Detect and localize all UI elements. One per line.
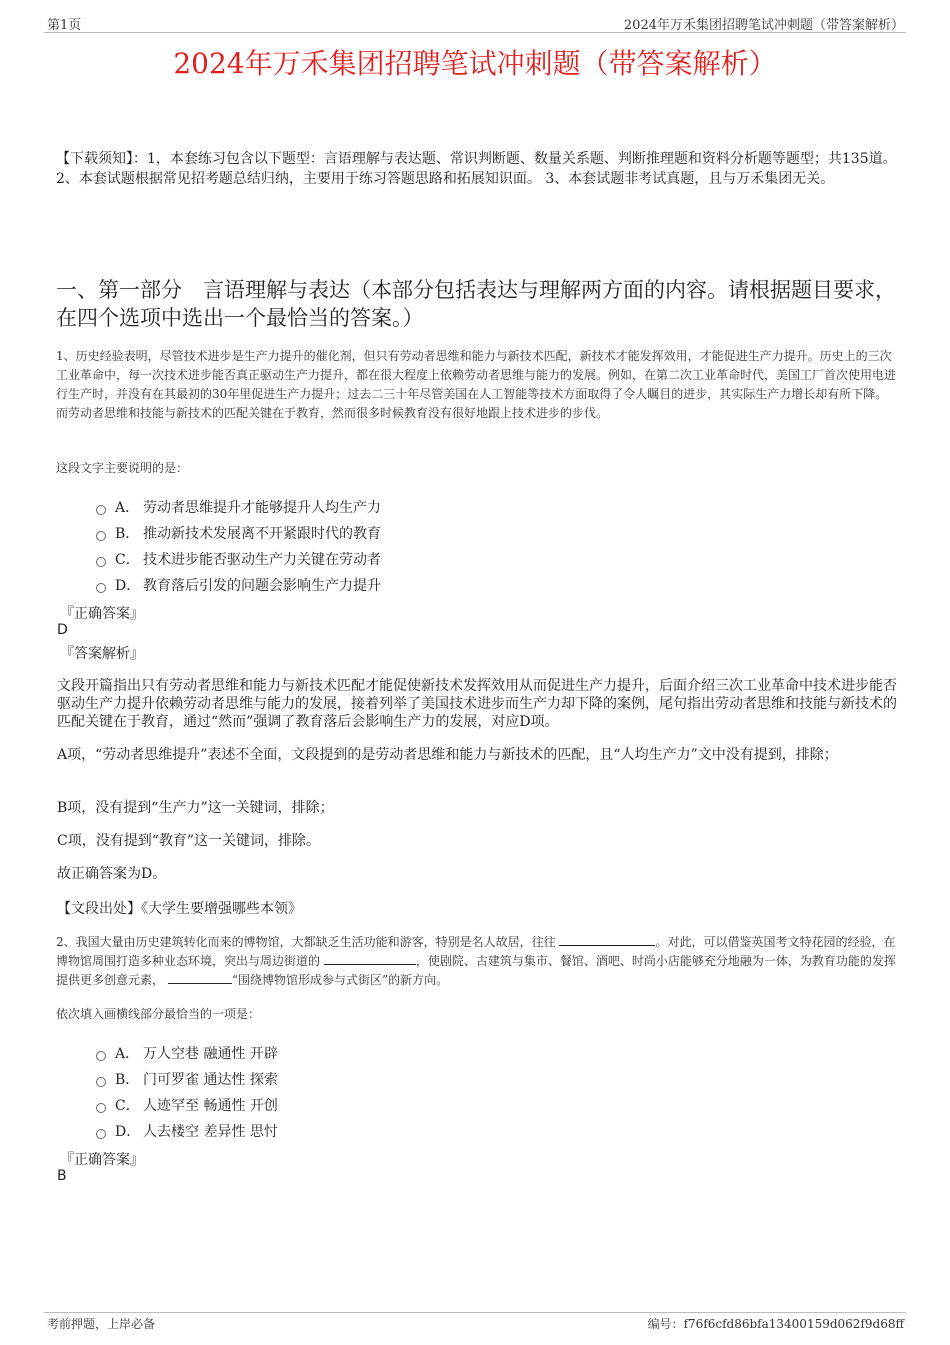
option-b[interactable]: B． 门可罗雀 通达性 探索 <box>96 1066 278 1092</box>
radio-icon[interactable] <box>96 1051 106 1061</box>
section-title: 一、第一部分 言语理解与表达（本部分包括表达与理解两方面的内容。请根据题目要求，在四个选项中选出一个最恰当的答案。） <box>56 278 896 330</box>
fill-blank <box>324 952 416 965</box>
header-doc-title: 2024年万禾集团招聘笔试冲刺题（带答案解析） <box>623 18 904 33</box>
header-divider <box>44 32 906 33</box>
question-2-text: 2、我国大量由历史建筑转化而来的博物馆，大都缺乏生活功能和游客，特别是名人故居，往往 。对此，可以借鉴英国考文特花园的经验，在博物馆周围打造多种业态环境，突出与周边街道的 ，使剧院、古建筑与集市、餐馆、酒吧、时尚小店能够充分地融为一体，为教育功能的发挥提供更多创意元素， “围绕博物馆形成参与式街区”的新方向。 <box>56 935 896 987</box>
page-title: 2024年万禾集团招聘笔试冲刺题（带答案解析） <box>173 47 777 80</box>
option-d[interactable]: D． 人去楼空 差异性 思忖 <box>96 1118 278 1144</box>
source-citation: 【文段出处】《大学生要增强哪些本领》 <box>57 901 302 917</box>
question-2-prompt: 依次填入画横线部分最恰当的一项是： <box>56 1007 261 1021</box>
radio-icon[interactable] <box>96 583 106 593</box>
analysis-paragraph: C项，没有提到“教育”这一关键词，排除。 <box>57 833 321 849</box>
analysis-paragraph: 故正确答案为D。 <box>57 866 167 882</box>
analysis-paragraph: A项，“劳动者思维提升”表述不全面，文段提到的是劳动者思维和能力与新技术的匹配，且“人均生产力”文中没有提到，排除； <box>57 747 838 763</box>
radio-icon[interactable] <box>96 1103 106 1113</box>
option-a[interactable]: A． 劳动者思维提升才能够提升人均生产力 <box>96 494 381 520</box>
footer-divider <box>44 1312 906 1313</box>
question-1-analysis-label: 『答案解析』 <box>60 646 144 662</box>
question-1-answer-label: 『正确答案』 <box>60 606 144 622</box>
option-b[interactable]: B． 推动新技术发展离不开紧跟时代的教育 <box>96 520 381 546</box>
option-c[interactable]: C． 人迹罕至 畅通性 开创 <box>96 1092 278 1118</box>
footer-slogan: 考前押题，上岸必备 <box>47 1317 156 1331</box>
question-1-text: 1、历史经验表明，尽管技术进步是生产力提升的催化剂，但只有劳动者思维和能力与新技术匹配，新技术才能发挥效用，才能促进生产力提升。历史上的三次工业革命中，每一次技术进步能否真正驱动生产力提升，都在很大程度上依赖劳动者思维与能力的发展。例如，在第二次工业革命时代，美国工厂首次使用电进行生产时，并没有在其最初的30年里促进生产力提升；过去二三十年尽管美国在人工智能等技术方面取得了令人瞩目的进步，其实际生产力增长却有所下降。而劳动者思维和技能与新技术的匹配关键在于教育，然而很多时候教育没有很好地跟上技术进步的步伐。 <box>56 349 897 420</box>
question-1-answer: D <box>57 622 68 638</box>
question-1-options <box>96 494 381 598</box>
analysis-paragraph: 文段开篇指出只有劳动者思维和能力与新技术匹配才能促使新技术发挥效用从而促进生产力提升，后面介绍三次工业革命中技术进步能否驱动生产力提升依赖劳动者思维与能力的发展，接着列举了美国技术进步而生产力却下降的案例，尾句指出劳动者思维和技能与新技术的匹配关键在于教育，通过“然而”强调了教育落后会影响生产力的发展，对应D项。 <box>57 678 897 730</box>
analysis-paragraph: B项，没有提到“生产力”这一关键词，排除； <box>57 800 334 816</box>
question-2-answer: B <box>57 1168 67 1184</box>
radio-icon[interactable] <box>96 557 106 567</box>
option-c[interactable]: C． 技术进步能否驱动生产力关键在劳动者 <box>96 546 381 572</box>
radio-icon[interactable] <box>96 531 106 541</box>
fill-blank <box>559 933 655 946</box>
radio-icon[interactable] <box>96 1077 106 1087</box>
option-d[interactable]: D． 教育落后引发的问题会影响生产力提升 <box>96 572 381 598</box>
option-a[interactable]: A． 万人空巷 融通性 开辟 <box>96 1040 278 1066</box>
header-page-number: 第1页 <box>47 18 82 33</box>
fill-blank <box>168 971 232 984</box>
question-2-answer-label: 『正确答案』 <box>60 1152 144 1168</box>
question-2-options <box>96 1040 278 1144</box>
radio-icon[interactable] <box>96 1129 106 1139</box>
download-notice: 【下载须知】：1，本套练习包含以下题型：言语理解与表达题、常识判断题、数量关系题、判断推理题和资料分析题等题型；共135道。 2、本套试题根据常见招考题总结归纳，主要用于练习答题思路和拓展知识面。 3、本套试题非考试真题，且与万禾集团无关。 <box>56 151 897 187</box>
footer-document-id: 编号：f76f6cfd86bfa13400159d062f9d68ff <box>647 1317 904 1331</box>
radio-icon[interactable] <box>96 505 106 515</box>
question-1-prompt: 这段文字主要说明的是： <box>56 461 189 475</box>
